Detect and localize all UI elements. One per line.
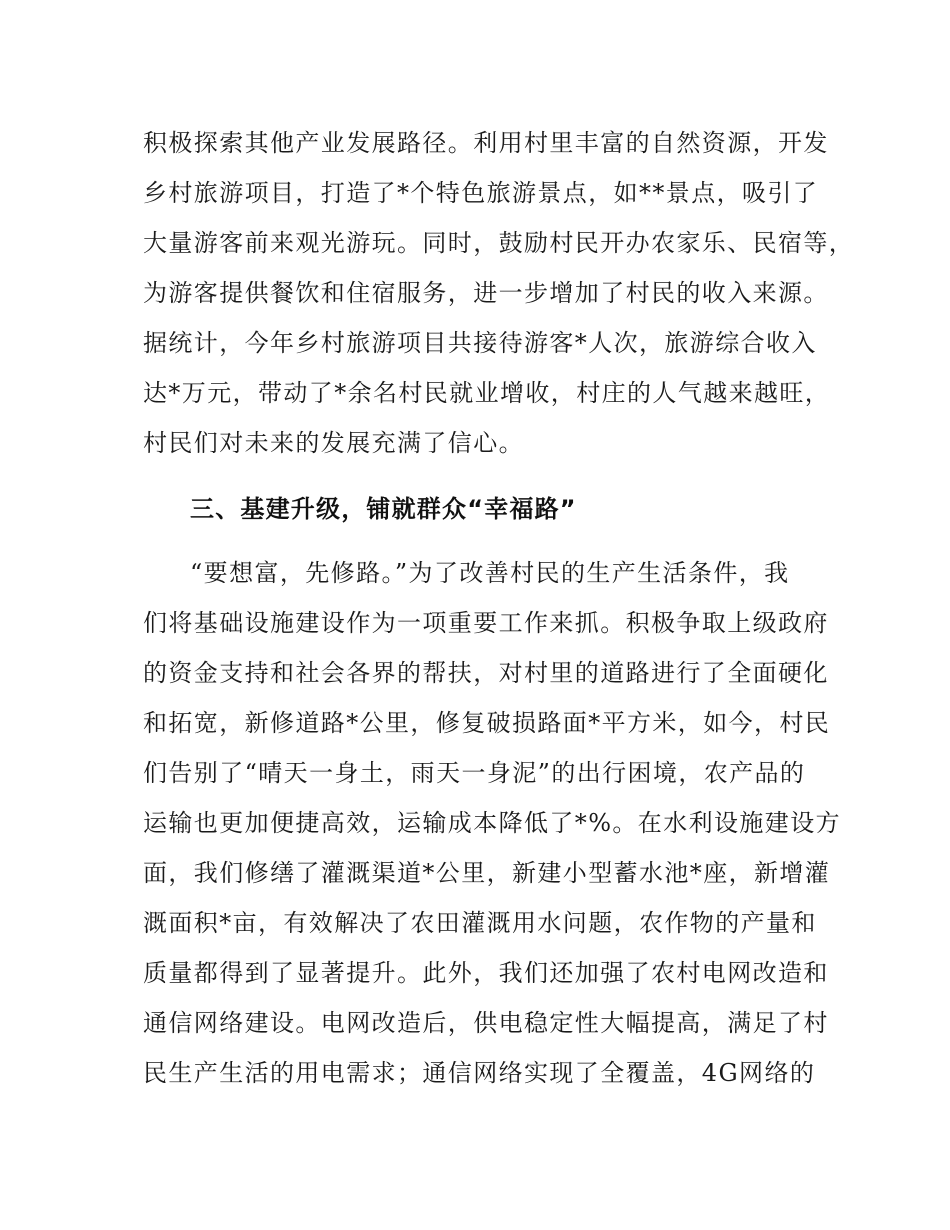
paragraph-line: 和拓宽，新修道路*公里，修复破损路面*平方米，如今，村民 (143, 709, 831, 737)
paragraph-line: 质量都得到了显著提升。此外，我们还加强了农村电网改造和 (143, 959, 829, 987)
paragraph-line: 运输也更加便捷高效，运输成本降低了*%。在水利设施建设方 (143, 809, 842, 837)
paragraph-line: “要想富，先修路。”为了改善村民的生产生活条件，我 (190, 559, 790, 587)
paragraph-line: 面，我们修缮了灌溉渠道*公里，新建小型蓄水池*座，新增灌 (143, 859, 831, 887)
paragraph-line: 乡村旅游项目，打造了*个特色旅游景点，如**景点，吸引了 (143, 179, 819, 207)
paragraph-line: 据统计，今年乡村旅游项目共接待游客*人次，旅游综合收入 (143, 329, 817, 357)
paragraph-line: 们将基础设施建设作为一项重要工作来抓。积极争取上级政府 (143, 609, 829, 637)
paragraph-line: 积极探索其他产业发展路径。利用村里丰富的自然资源，开发 (143, 129, 829, 157)
paragraph-line: 村民们对未来的发展充满了信心。 (143, 429, 524, 457)
paragraph-line: 通信网络建设。电网改造后，供电稳定性大幅提高，满足了村 (143, 1009, 829, 1037)
paragraph-line: 们告别了“晴天一身土，雨天一身泥”的出行困境，农产品的 (143, 759, 806, 787)
paragraph-line: 大量游客前来观光游玩。同时，鼓励村民开办农家乐、民宿等， (143, 229, 855, 257)
paragraph-line: 的资金支持和社会各界的帮扶，对村里的道路进行了全面硬化 (143, 659, 829, 687)
section-heading: 三、基建升级，铺就群众“幸福路” (190, 495, 577, 523)
paragraph-line: 溉面积*亩，有效解决了农田灌溉用水问题，农作物的产量和 (143, 909, 817, 937)
paragraph-line: 民生产生活的用电需求；通信网络实现了全覆盖，4G网络的 (143, 1059, 816, 1087)
paragraph-line: 达*万元，带动了*余名村民就业增收，村庄的人气越来越旺， (143, 379, 831, 407)
paragraph-line: 为游客提供餐饮和住宿服务，进一步增加了村民的收入来源。 (143, 279, 829, 307)
